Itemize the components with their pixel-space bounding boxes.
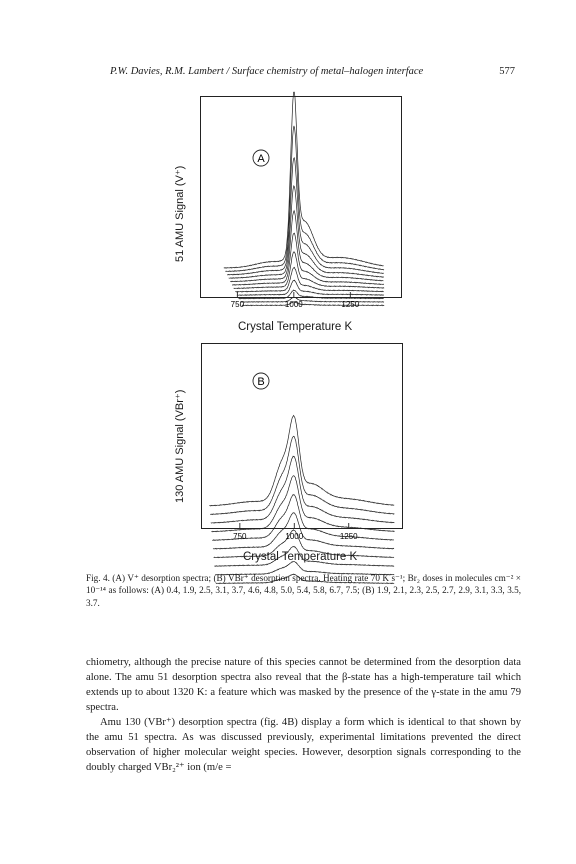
desorption-trace-a-4 [237,280,384,295]
panel-b-ylabel: 130 AMU Signal (VBr⁺) [174,389,186,503]
x-tick-label: 750 [233,532,247,541]
panel-a-traces [224,92,384,306]
panel-a-label: A [257,153,265,165]
panel-b-frame [202,344,403,529]
running-title: P.W. Davies, R.M. Lambert / Surface chemistry of metal–halogen interface [110,66,424,77]
desorption-trace-b-8 [211,456,395,523]
figure-caption: Fig. 4. (A) V⁺ desorption spectra; (B) VBr⁺ desorption spectra. Heating rate 70 K s⁻¹; Br₂ doses in molecules cm⁻² × 10⁻¹⁴ as follows: (A) 0.4, 1.9, 2.5, 3.1, 3.7, 4.6, 4.8, 5.0, 5.4, 5.8, 6.7, 7.5; (B) 1.9, 2.1, 2.3, 2.5, 2.7, 2.9, 3.1, 3.3, 3.5, 3.7. [86,573,521,608]
figure-panel-a [200,96,402,309]
panel-a-xlabel: Crystal Temperature K [238,321,353,333]
x-tick-label: 1000 [284,300,303,309]
panel-b-label: B [257,376,265,388]
panel-b-plot [201,343,403,541]
desorption-trace-b-10 [209,415,394,506]
running-header [110,66,515,77]
panel-b-xlabel: Crystal Temperature K [243,551,358,563]
panel-a-ticks [231,292,360,309]
paragraph-1: chiometry, although the precise nature of this species cannot be determined from the desorption data alone. The amu 51 desorption spectra also reveal that the β-state has a high-temperature tail which extends up to about 1320 K: a feature which was masked by the presence of the γ-state in the amu 79 spectra. [86,657,521,713]
panel-a-ylabel: 51 AMU Signal (V⁺) [174,165,186,262]
x-tick-label: 1250 [341,300,360,309]
desorption-trace-a-7 [232,233,384,285]
x-tick-label: 1250 [339,532,358,541]
desorption-trace-a-9 [229,186,384,279]
desorption-trace-a-11 [226,126,385,272]
body-text [86,655,521,775]
paragraph-2: Amu 130 (VBr⁺) desorption spectra (fig. 4B) display a form which is identical to that shown by the amu 51 spectra. As was discussed previously, experimental limitations prevented the direct observation of higher molecular weight species. However, desorption signals corresponding to the doubly charged VBr₂²⁺ ion (m/e = [86,717,521,773]
panel-a-plot [200,96,402,309]
figure-panel-b [201,343,403,541]
page-number: 577 [499,66,515,77]
x-tick-label: 1000 [285,532,304,541]
x-tick-label: 750 [230,300,245,309]
desorption-trace-a-8 [230,211,383,282]
desorption-trace-b-5 [213,513,394,549]
desorption-trace-a-12 [224,92,384,268]
desorption-trace-a-10 [227,158,384,275]
